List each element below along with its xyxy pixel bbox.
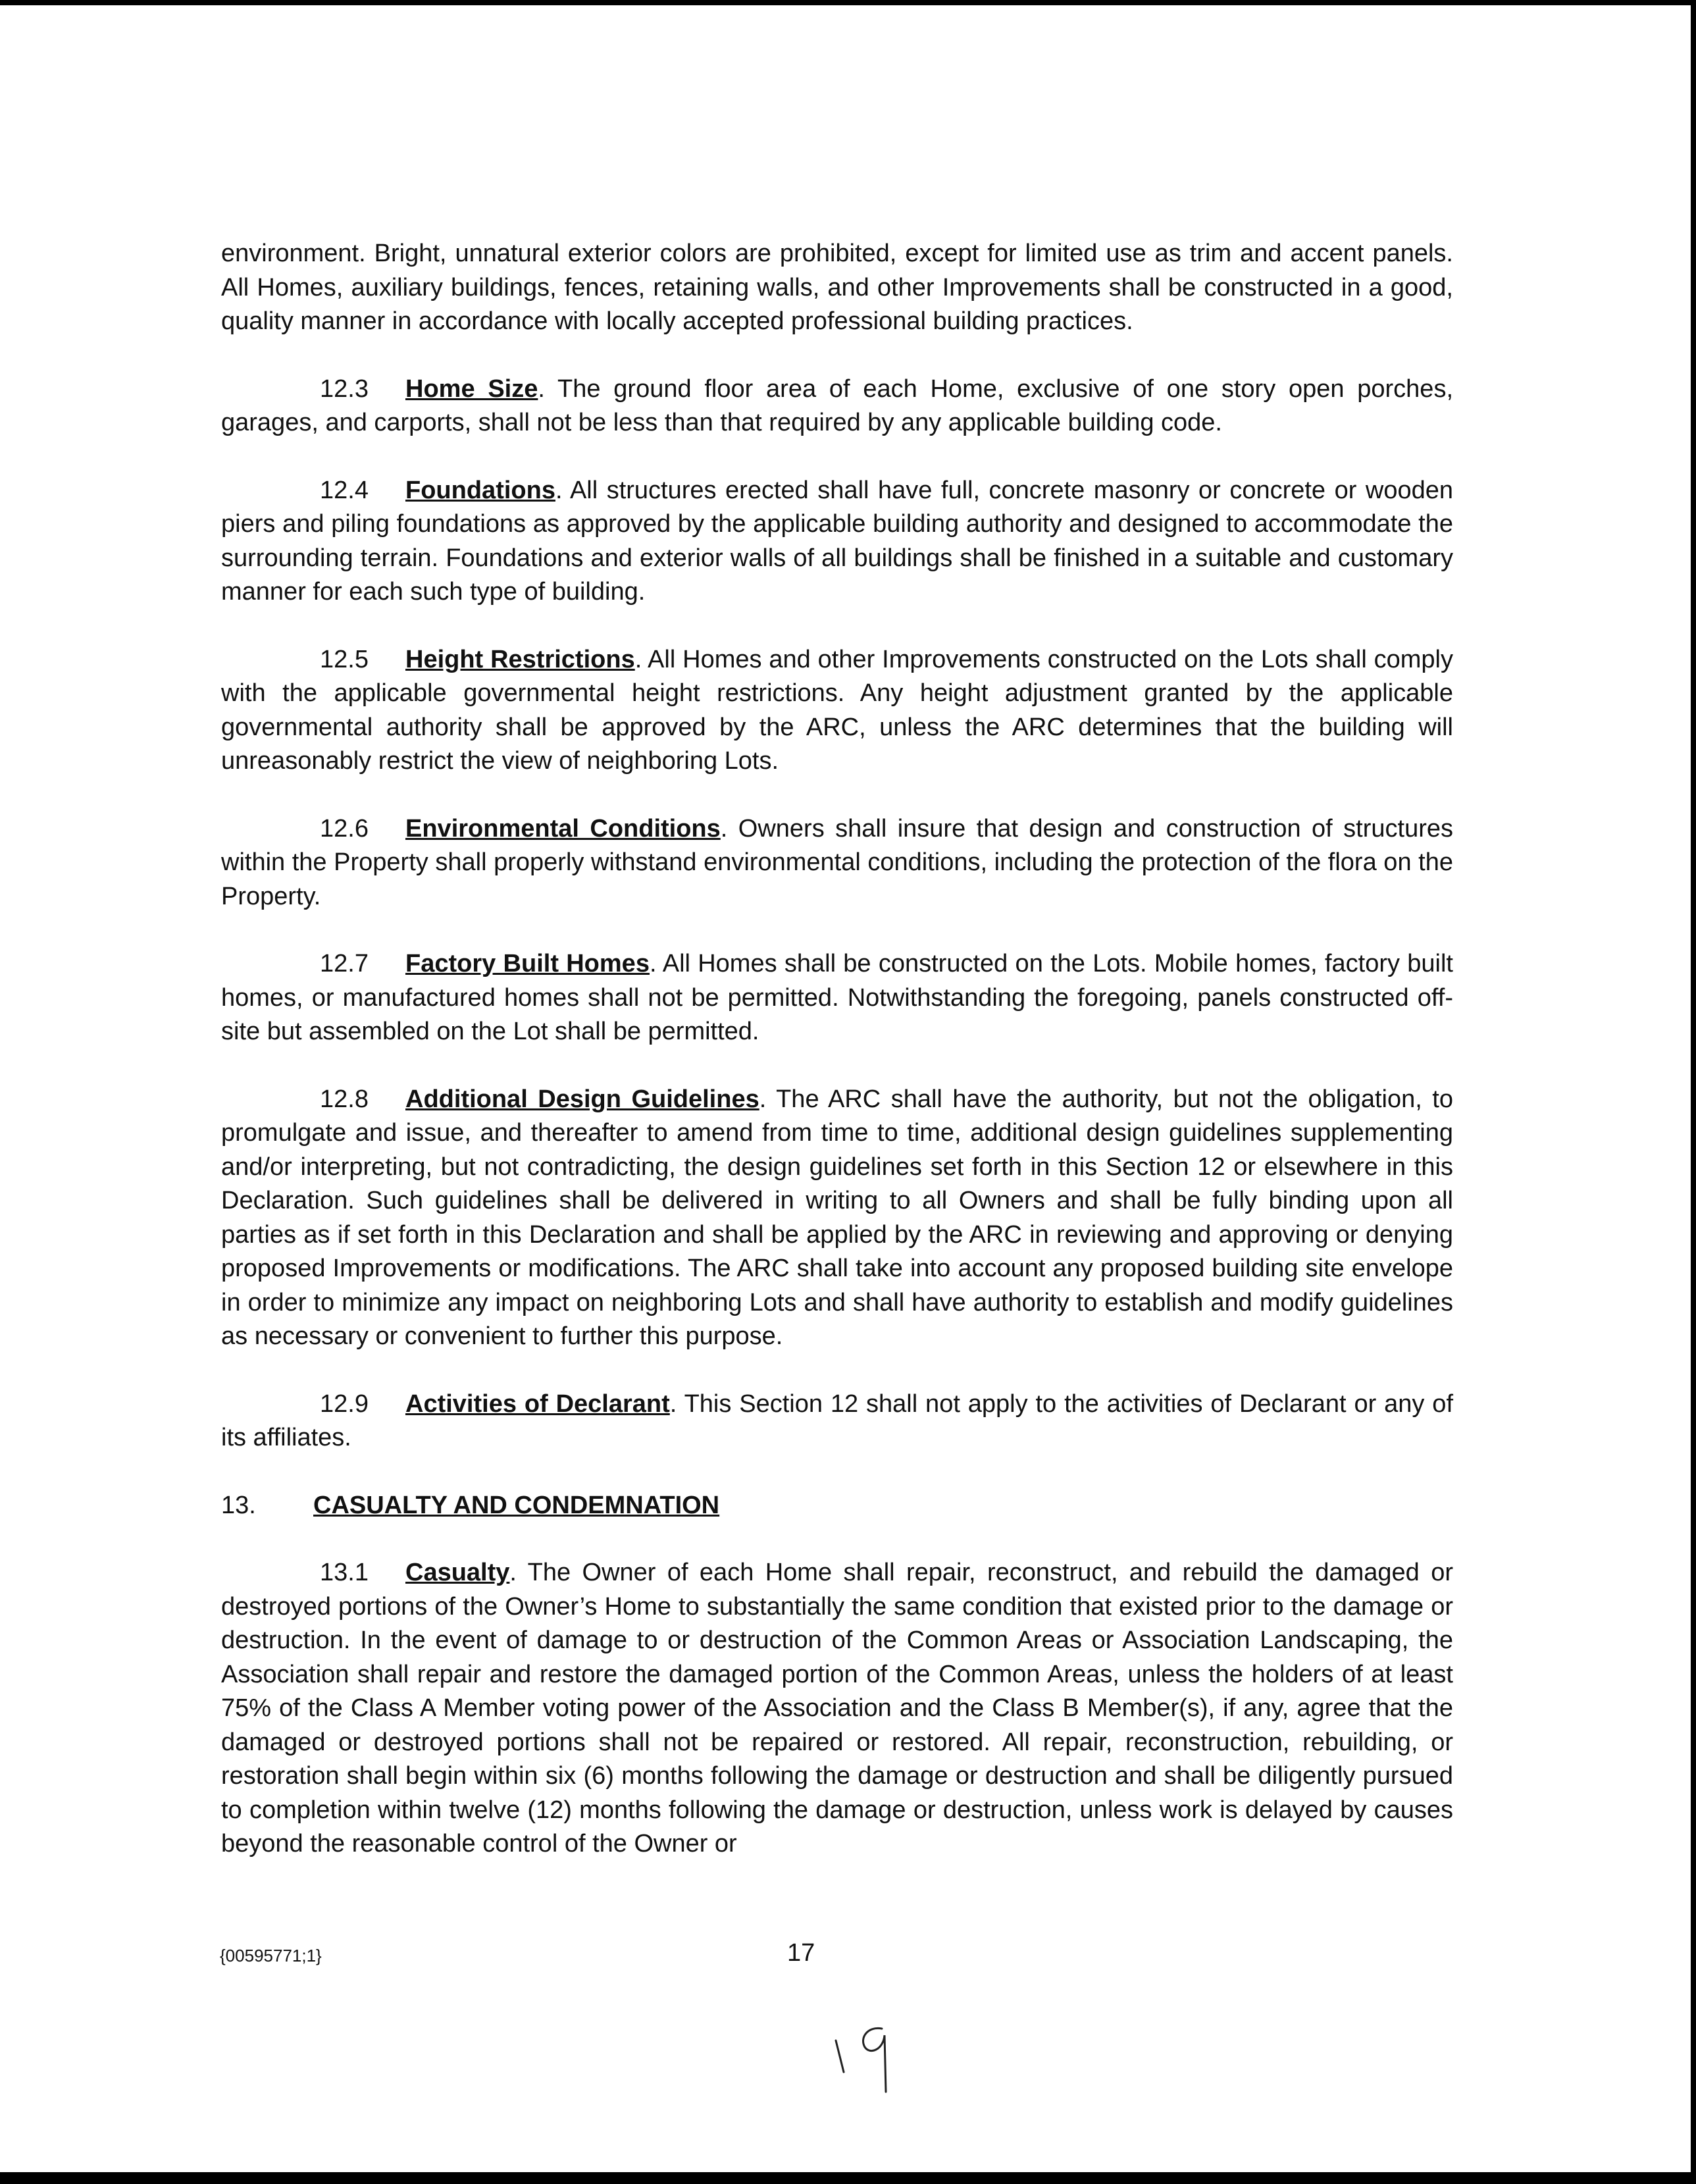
- intro-paragraph: environment. Bright, unnatural exterior colors are prohibited, except for limited use as trim and accent panels. All Homes, auxiliary buildings, fences, retaining walls, and other Improvements shall be constructed in a good, quality manner in accordance with locally accepted professional building practices.: [221, 240, 1453, 335]
- section-12-6: 12.6 Environmental Conditions. Owners shall insure that design and construction of structures within the Property shall properly withstand environmental conditions, including the protection of the flora on the Property.: [221, 812, 1453, 914]
- section-number: 12.7: [320, 950, 369, 977]
- page-number: 17: [787, 1939, 815, 1967]
- section-13-1: 13.1 Casualty. The Owner of each Home shall repair, reconstruct, and rebuild the damaged or destroyed portions of the Owner’s Home to substantially the same condition that existed prior to the damage or destruction. In the event of damage to or destruction of the Common Areas or Association Landscaping, the Association shall repair and restore the damaged portion of the Common Areas, unless the holders of at least 75% of the Class A Member voting power of the Association and the Class B Member(s), if any, agree that the damaged or destroyed portions shall not be repaired or restored. All repair, reconstruction, rebuilding, or restoration shall begin within six (6) months following the damage or destruction and shall be diligently pursued to completion within twelve (12) months following the damage or destruction, unless work is delayed by causes beyond the reasonable control of the Owner or: [221, 1556, 1453, 1861]
- section-12-8: 12.8 Additional Design Guidelines. The ARC shall have the authority, but not the obligation, to promulgate and issue, and thereafter to amend from time to time, additional design guidelines supplementing and/or interpreting, but not contradicting, the design guidelines set forth in this Section 12 or elsewhere in this Declaration. Such guidelines shall be delivered in writing to all Owners and shall be fully binding upon all parties as if set forth in this Declaration and shall be applied by the ARC in reviewing and approving or denying proposed Improvements or modifications. The ARC shall take into account any proposed building site envelope in order to minimize any impact on neighboring Lots and shall have authority to establish and modify guidelines as necessary or convenient to further this purpose.: [221, 1083, 1453, 1354]
- section-title: Factory Built Homes: [405, 950, 650, 977]
- scan-border-right: [1691, 0, 1696, 2184]
- section-number: 12.8: [320, 1085, 369, 1113]
- section-12-9: 12.9 Activities of Declarant. This Section 12 shall not apply to the activities of Declarant or any of its affiliates.: [221, 1388, 1453, 1455]
- section-text: This Section 12 shall not apply to the activities of Declarant or any of its affiliates.: [221, 1390, 1453, 1451]
- section-title: Home Size: [405, 375, 538, 403]
- section-title: Environmental Conditions: [405, 814, 721, 843]
- section-12-4: 12.4 Foundations. All structures erected shall have full, concrete masonry or concrete or wooden piers and piling foundations as approved by the applicable building authority and designed to accommodate the surrounding terrain. Foundations and exterior walls of all buildings shall be finished in a suitable and customary manner for each such type of building.: [221, 474, 1453, 610]
- section-title: Activities of Declarant: [405, 1390, 670, 1418]
- article-title: CASUALTY AND CONDEMNATION: [313, 1491, 720, 1519]
- section-text: Owners shall insure that design and construction of structures within the Property shall properly withstand environmental conditions, including the protection of the flora on the Property.: [221, 814, 1453, 910]
- section-12-5: 12.5 Height Restrictions. All Homes and other Improvements constructed on the Lots shall comply with the applicable governmental height restrictions. Any height adjustment granted by the applicable governmental authority shall be approved by the ARC, unless the ARC determines that the building will unreasonably restrict the view of neighboring Lots.: [221, 643, 1453, 779]
- section-title: Height Restrictions: [405, 645, 635, 673]
- section-number: 12.4: [320, 476, 369, 504]
- section-text: All Homes and other Improvements constructed on the Lots shall comply with the applicable governmental height restrictions. Any height adjustment granted by the applicable governmental authority shall be approved by the ARC, unless the ARC determines that the building will unreasonably restrict the view of neighboring Lots.: [221, 645, 1453, 775]
- section-number: 12.6: [320, 814, 369, 843]
- section-text: The ARC shall have the authority, but not the obligation, to promulgate and issue, and thereafter to amend from time to time, additional design guidelines supplementing and/or interpreting, but not contradicting, the design guidelines set forth in this Section 12 or elsewhere in this Declaration. Such guidelines shall be delivered in writing to all Owners and shall be fully binding upon all parties as if set forth in this Declaration and shall be applied by the ARC in reviewing and approving or denying proposed Improvements or modifications. The ARC shall take into account any proposed building site envelope in order to minimize any impact on neighboring Lots and shall have authority to establish and modify guidelines as necessary or convenient to further this purpose.: [221, 1085, 1453, 1350]
- section-text: All Homes shall be constructed on the Lots. Mobile homes, factory built homes, or manufactured homes shall not be permitted. Notwithstanding the foregoing, panels constructed off-site but assembled on the Lot shall be permitted.: [221, 950, 1453, 1045]
- document-id: {00595771;1}: [220, 1946, 322, 1965]
- section-title: Casualty: [405, 1559, 510, 1586]
- section-number: 12.3: [320, 375, 369, 403]
- article-13-heading: [221, 1489, 1453, 1523]
- article-number: 13.: [221, 1491, 256, 1519]
- section-title: Foundations: [405, 476, 555, 504]
- section-text: All structures erected shall have full, concrete masonry or concrete or wooden piers and piling foundations as approved by the applicable building authority and designed to accommodate the surrounding terrain. Foundations and exterior walls of all buildings shall be finished in a suitable and customary manner for each such type of building.: [221, 476, 1453, 606]
- section-title: Additional Design Guidelines: [405, 1085, 759, 1113]
- section-text: The Owner of each Home shall repair, reconstruct, and rebuild the damaged or destroyed portions of the Owner’s Home to substantially the same condition that existed prior to the damage or destruction. In the event of damage to or destruction of the Common Areas or Association Landscaping, the Association shall repair and restore the damaged portion of the Common Areas, unless the holders of at least 75% of the Class A Member voting power of the Association and the Class B Member(s), if any, agree that the damaged or destroyed portions shall not be repaired or restored. All repair, reconstruction, rebuilding, or restoration shall begin within six (6) months following the damage or destruction and shall be diligently pursued to completion within twelve (12) months following the damage or destruction, unless work is delayed by causes beyond the reasonable control of the Owner or: [221, 1559, 1453, 1858]
- section-text: The ground floor area of each Home, exclusive of one story open porches, garages, and carports, shall not be less than that required by any applicable building code.: [221, 375, 1454, 436]
- section-12-7: 12.7 Factory Built Homes. All Homes shall be constructed on the Lots. Mobile homes, factory built homes, or manufactured homes shall not be permitted. Notwithstanding the foregoing, panels constructed off-site but assembled on the Lot shall be permitted.: [221, 947, 1453, 1049]
- section-number: 13.1: [320, 1559, 369, 1586]
- handwritten-page-mark-icon: [829, 2021, 908, 2100]
- scan-border-bottom: [0, 2172, 1696, 2184]
- section-number: 12.9: [320, 1390, 369, 1418]
- section-number: 12.5: [320, 645, 369, 673]
- section-12-3: 12.3 Home Size. The ground floor area of each Home, exclusive of one story open porches, garages, and carports, shall not be less than that required by any applicable building code.: [221, 373, 1453, 440]
- scan-border-top: [0, 0, 1696, 5]
- document-body: [221, 237, 1453, 1895]
